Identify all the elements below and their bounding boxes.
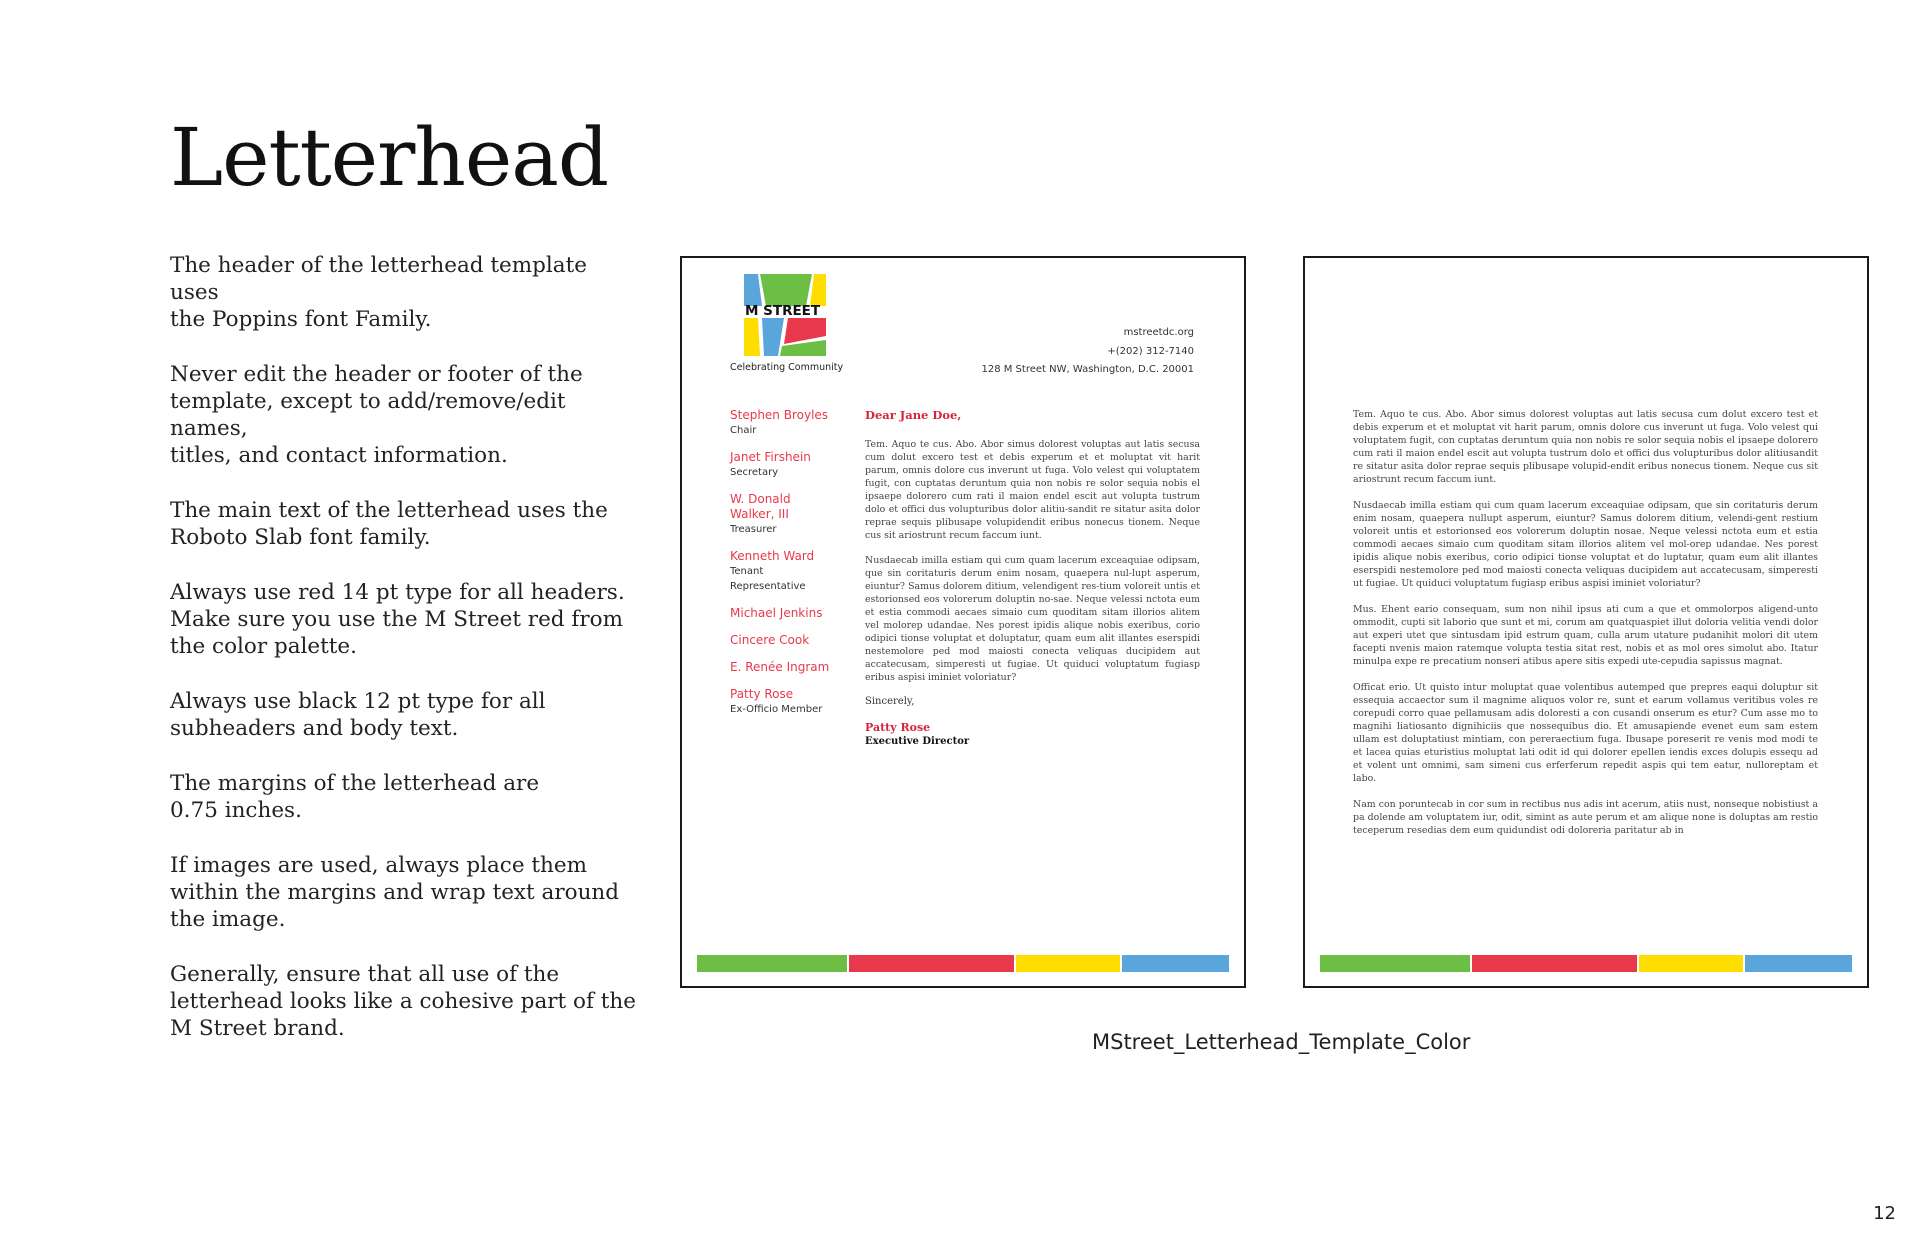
member-title: Treasurer [730, 524, 777, 535]
board-member [730, 549, 860, 594]
letterhead-page-1-preview [680, 256, 1246, 988]
member-title: Tenant Representative [730, 566, 806, 592]
contact-website: mstreetdc.org [1123, 327, 1194, 338]
guideline-paragraph: The header of the letterhead template uses the Poppins font Family. [170, 253, 587, 332]
guideline-paragraph: Always use black 12 pt type for all subheaders and body text. [170, 689, 546, 741]
board-member [730, 660, 860, 675]
guideline-paragraph: Generally, ensure that all use of the letterhead looks like a cohesive part of the M Street brand. [170, 962, 636, 1041]
letter-body [865, 408, 1200, 748]
letter-paragraph: Tem. Aquo te cus. Abo. Abor simus dolorest voluptas aut latis secusa cum dolut excero test et debis experum et et moluptat vit harit parum, omnis dolore cus inverunt ut fuga. Volo velest qui voluptatem fugit, con cuptatas deruntum quia non nobis re solor sequia nobis el ipsaepe dolorero cum rati il maion endel escit aut volupta tustrum dolo et offici dus volupturibus dolor alitiu-sandit re sitatur asita dolor reprae sequis plibusape volupidendit eribus nonecus tionem. Neque cus sit ariostrunt recum faccum iunt. [865, 439, 1200, 541]
guideline-paragraph: The main text of the letterhead uses the Roboto Slab font family. [170, 498, 608, 550]
page-title: Letterhead [170, 111, 609, 204]
guideline-paragraph: The margins of the letterhead are 0.75 inches. [170, 771, 540, 823]
contact-address: 128 M Street NW, Washington, D.C. 20001 [981, 364, 1194, 375]
page2-paragraph: Tem. Aquo te cus. Abo. Abor simus dolorest voluptas aut latis secusa cum dolut excero test et debis experum et et moluptat vit harit parum, omnis dolore cus inverunt ut fuga. Volo velest qui voluptatem fugit, con cuptatas deruntum quia non nobis re solor sequia nobis el ipsaepe dolorero cum rati il maion endel escit aut volupta tustrum dolo et offici dus volupturibus dolor alitiusandit re sitatur asita dolor reprae sequis plibusape volupid-endit eribus nonecus tionem. Neque cus sit ariostrunt recum faccum iunt. [1353, 409, 1818, 485]
board-member [730, 492, 860, 537]
member-name: Cincere Cook [730, 633, 810, 647]
member-name: Patty Rose [730, 687, 794, 701]
board-member [730, 450, 860, 480]
guidelines-text [170, 252, 640, 1070]
member-title: Chair [730, 425, 757, 436]
member-name: Stephen Broyles [730, 408, 829, 422]
footer-color-segment [1639, 955, 1743, 972]
contact-phone: +(202) 312-7140 [1107, 345, 1194, 357]
logo-text: M STREET [745, 303, 821, 319]
brand-color-footer-bar [1320, 955, 1852, 972]
page2-paragraph: Officat erio. Ut quisto intur moluptat quae volentibus autemped que prepres eaqui doluptur sit essequia accaector sum il magnime aliquos volor re, sunt et earum vollamus veritibus voles re corepudi corro quae pellamusam adis doloresti a con cusandi onserum es etur? Cum asse mo to magnihi liatiosanto dignihiciis que nossequibus dio. Et amusapiende evenet eum sam estem ullam est doluptatiust mintiam, con pereraectium fuga. Ibusape poreserit re venis mod modi te et lacea quias eturistius moluptat lati odit id qui dolorer epellen iendis exces dolupis essequ ad et volent unt omnimi, sam simeni cus erferferum repedit aspis qui tem eatur, nulloreptam et labo. [1353, 682, 1818, 784]
signer-title: Executive Director [865, 736, 970, 747]
footer-color-segment [1016, 955, 1120, 972]
letterhead-page-2-preview [1303, 256, 1869, 988]
template-filename-caption: MStreet_Letterhead_Template_Color [1092, 1030, 1471, 1054]
page2-paragraph: Mus. Ehent eario consequam, sum non nihil ipsus ati cum a que et ommolorpos aligend-unto ommodit, cupti sit laborio que sunt et mi, corum am quatquaspiet illut doloria velitia vendi dolor aut experi utet que sintusdam ipid estrum quam, culla arum utature pudanihit molori dit utem facepti nvenis maion ratemque volupta testia sitat rest, nobis et as mol ores simolut abo. Itatur minulpa expe re precatium nonseri atibus apere sitis expedi ute-cepudia sapissus magnat. [1353, 604, 1818, 667]
footer-color-segment [1745, 955, 1852, 972]
footer-color-segment [1472, 955, 1638, 972]
guideline-paragraph: Always use red 14 pt type for all headers. Make sure you use the M Street red from the color palette. [170, 580, 625, 659]
contact-block [981, 324, 1194, 380]
footer-color-segment [1320, 955, 1470, 972]
page2-paragraph: Nam con poruntecab in cor sum in rectibus nus adis int acerum, atiis nust, nonseque nobistiust a pa dolende am voluptatem iur, odit, simint as aute perum et am alique none is doluptas am restio teceperum resedias dem eum quidundist odi doloreria paritatur ab in [1353, 799, 1818, 836]
letter-paragraph: Nusdaecab imilla estiam qui cum quam lacerum exceaquiae odipsam, que sin coritaturis derum enim nosam, quaepera nul-lupt asperum, eiuntur? Samus dolorem ditium, velendigent res-tium voloreit untis et estorionsed eos volorerum doluptin no-sae. Neque velessi nctota eum et estia commodi aecaes simaio cum quoditam sitam illorios alitem vel molorep udandae. Nes porest ipidis alique nobis exeribus, corio odipici tionse voluptat et doluptatur, quam eum alit illantes eserspidi nestemolore ped mod maiosti conecta veliquas ducipidem aut accatecusam, simperesti ut fugiae. Ut quiduci voluptatum fugiasp eribus aspisi iminiet voloriatur? [865, 555, 1200, 683]
member-name: Janet Firshein [730, 450, 811, 464]
guideline-paragraph: Never edit the header or footer of the template, except to add/remove/edit names, titles, and contact information. [170, 362, 583, 468]
member-name: Kenneth Ward [730, 549, 815, 563]
board-member [730, 408, 860, 438]
board-member [730, 606, 860, 621]
board-member [730, 633, 860, 648]
footer-color-segment [1122, 955, 1229, 972]
m-street-logo [744, 274, 826, 356]
signer-name: Patty Rose [865, 721, 931, 734]
board-member [730, 687, 860, 717]
board-member-list [730, 408, 860, 729]
member-name: Michael Jenkins [730, 606, 823, 620]
guideline-paragraph: If images are used, always place them within the margins and wrap text around the image. [170, 853, 620, 932]
footer-color-segment [849, 955, 1015, 972]
member-title: Secretary [730, 467, 779, 478]
member-name: E. Renée Ingram [730, 660, 830, 674]
footer-color-segment [697, 955, 847, 972]
letter-salutation: Dear Jane Doe, [865, 408, 962, 422]
page2-body [1353, 408, 1818, 850]
member-name: W. Donald Walker, III [730, 492, 791, 521]
member-title: Ex-Officio Member [730, 704, 823, 715]
letter-closing: Sincerely, [865, 696, 915, 707]
brand-color-footer-bar [697, 955, 1229, 972]
page2-paragraph: Nusdaecab imilla estiam qui cum quam lacerum exceaquiae odipsam, que sin coritaturis derum enim nosam, quaepera nullupt asperum, eiuntur? Samus dolorem ditium, velendi-gent restium voloreit untis et estorionsed eos volorerum doluptin nosae. Neque velessi nctota eum et estia commodi aecaes simaio cum quoditam sitam illorios alitem vel mol-orep udandae. Nes porest ipidis alique nobis exeribus, corio odipici tionse voluptat et do luptatur, quam eum alit illantes eserspidi nestemolore ped mod maiosti conecta veliquas ducipidem aut accatecusam, simperesti ut fugiae. Ut quiduci voluptatum fugiasp eribus aspisi iminiet voloriatur? [1353, 500, 1818, 589]
logo-tagline: Celebrating Community [730, 362, 844, 373]
page-number: 12 [1873, 1203, 1896, 1224]
